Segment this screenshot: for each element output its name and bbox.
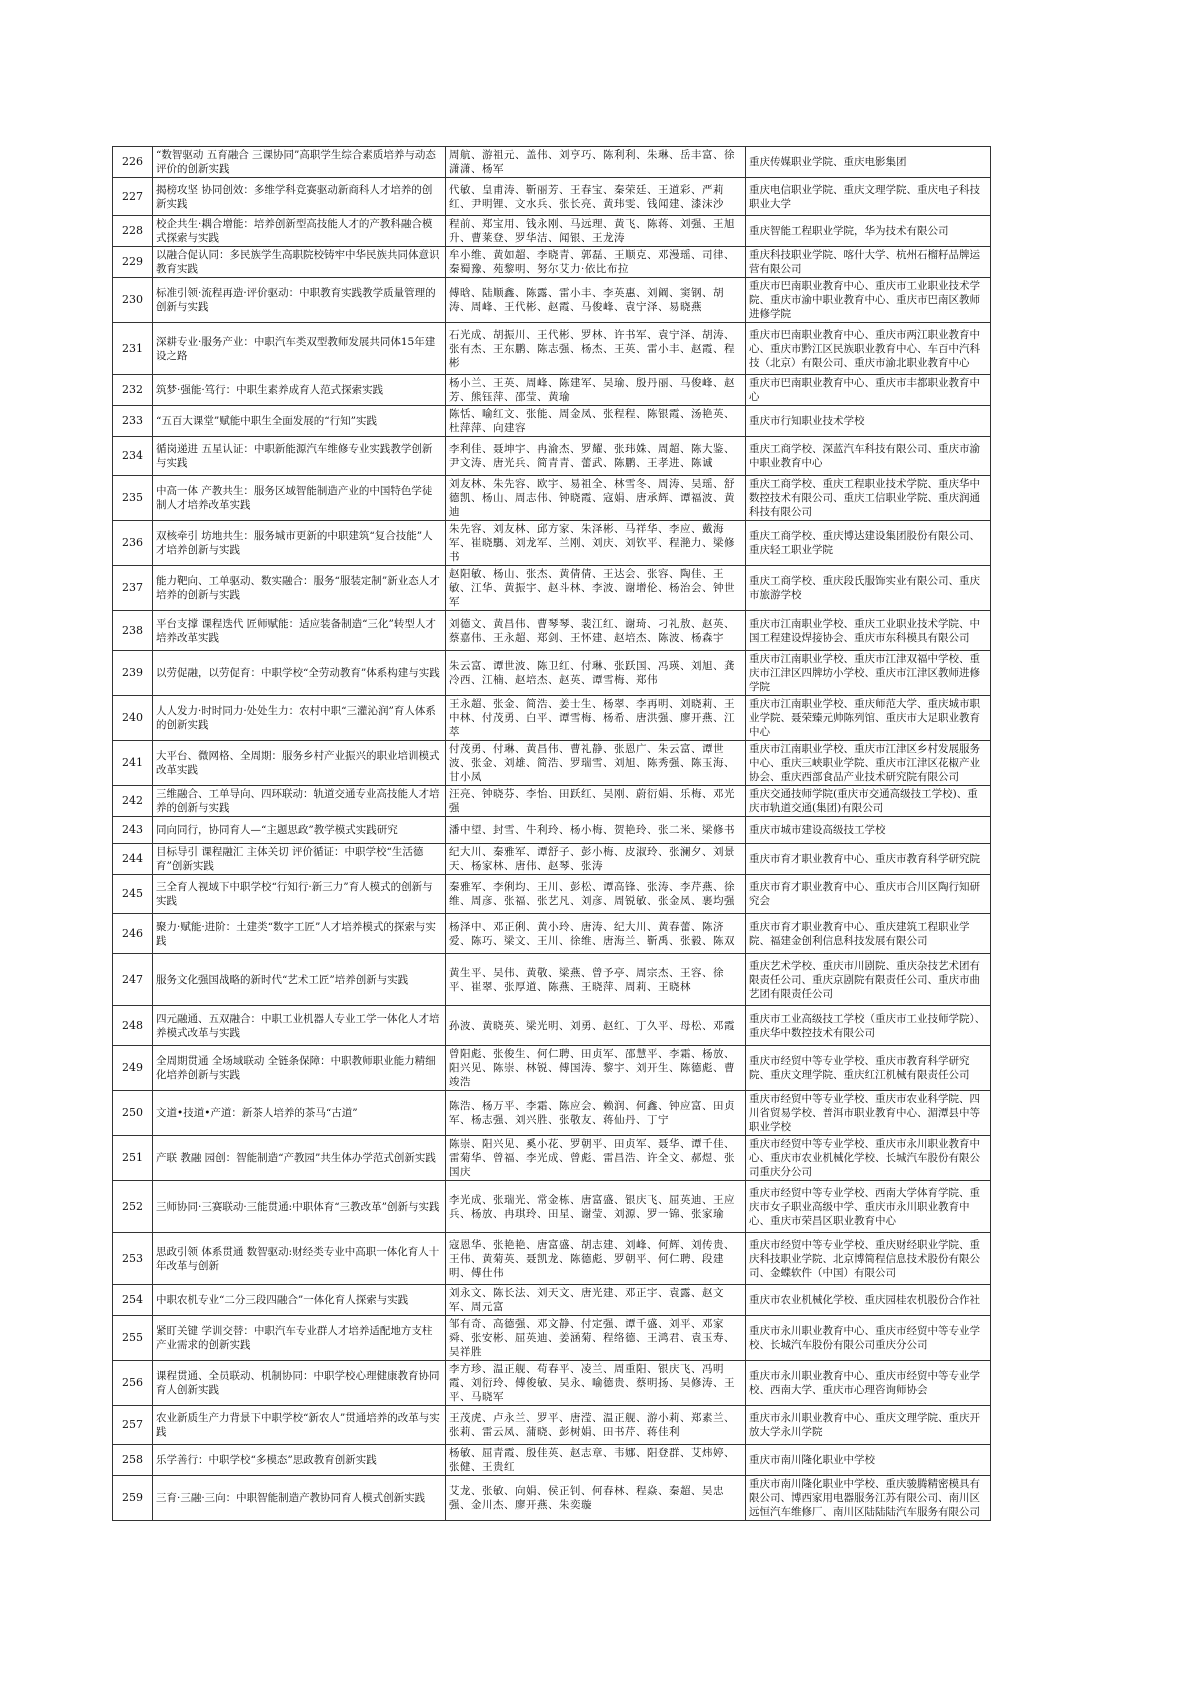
- row-number: 244: [113, 844, 153, 875]
- project-title: 平台支撑 课程迭代 匠师赋能：适应装备制造“三化”转型人才培养改革实践: [153, 611, 446, 651]
- project-title: 三师协同·三赛联动·三能贯通:中职体育“三教改革”创新与实践: [153, 1181, 446, 1233]
- table-row: [113, 1316, 991, 1361]
- row-number: 238: [113, 611, 153, 651]
- table-row: [113, 406, 991, 437]
- table-row: [113, 521, 991, 566]
- row-number: 259: [113, 1476, 153, 1521]
- project-title: 以劳促融，以劳促育：中职学校“全劳动教育”体系构建与实践: [153, 651, 446, 696]
- participating-units: 重庆市工业高级技工学校（重庆市工业技师学院）、重庆华中数控技术有限公司: [746, 1006, 991, 1046]
- row-number: 252: [113, 1181, 153, 1233]
- project-title: 标准引领·流程再造·评价驱动：中职教育实践教学质量管理的创新与实践: [153, 278, 446, 323]
- row-number: 255: [113, 1316, 153, 1361]
- project-title: 紧盯关键 学训交替：中职汽车专业群人才培养适配地方支柱产业需求的创新实践: [153, 1316, 446, 1361]
- member-names: 牟小维、黄如超、李晓青、郭磊、王顺克、邓漫瑶、司律、秦蜀豫、苑黎明、努尔艾力·依比布拉: [446, 247, 746, 278]
- participating-units: 重庆市行知职业技术学校: [746, 406, 991, 437]
- project-title: 深耕专业·服务产业：中职汽车类双型教师发展共同体15年建设之路: [153, 323, 446, 375]
- project-title: 三育·三融·三向：中职智能制造产教协同育人模式创新实践: [153, 1476, 446, 1521]
- participating-units: 重庆市育才职业教育中心、重庆建筑工程职业学院、福建金创利信息科技发展有限公司: [746, 914, 991, 954]
- project-title: 全周期贯通 全场域联动 全链条保障：中职教师职业能力精细化培养创新与实践: [153, 1046, 446, 1091]
- member-names: 刘友林、朱先容、欧宇、易祖全、林雪冬、周涛、吴瑶、舒德凯、杨山、周志伟、钟晓霞、寇娟、唐承辉、谭福波、黄迪: [446, 476, 746, 521]
- participating-units: 重庆市永川职业教育中心、重庆市经贸中等专业学校、长城汽车股份有限公司重庆分公司: [746, 1316, 991, 1361]
- row-number: 253: [113, 1233, 153, 1285]
- row-number: 233: [113, 406, 153, 437]
- participating-units: 重庆市南川隆化职业中学校: [746, 1445, 991, 1476]
- participating-units: 重庆工商学校、深蓝汽车科技有限公司、重庆市渝中职业教育中心: [746, 437, 991, 476]
- participating-units: 重庆市经贸中等专业学校、重庆市教育科学研究院、重庆文理学院、重庆红江机械有限责任公司: [746, 1046, 991, 1091]
- table-row: [113, 696, 991, 741]
- table-row: [113, 147, 991, 178]
- project-title: 乐学善行：中职学校“多模态”思政教育创新实践: [153, 1445, 446, 1476]
- member-names: 艾龙、张敏、向娟、侯正钊、何春林、程焱、秦超、吴忠强、金川杰、廖开燕、朱奕璇: [446, 1476, 746, 1521]
- project-title: 目标导引 课程融汇 主体关切 评价循证：中职学校“生活德育”创新实践: [153, 844, 446, 875]
- project-title: 文道•技道•产道：新茶人培养的茶马“古道”: [153, 1091, 446, 1136]
- table-row: [113, 1285, 991, 1316]
- project-title: 三全育人视域下中职学校“行知行·新三力”育人模式的创新与实践: [153, 875, 446, 914]
- row-number: 241: [113, 741, 153, 786]
- table-row: [113, 651, 991, 696]
- row-number: 257: [113, 1406, 153, 1445]
- member-names: 陈崇、阳兴见、奚小花、罗朝平、田贞军、聂华、谭千佳、雷菊华、曾福、李光成、曾彪、雷昌浩、许全文、郝煜、张国庆: [446, 1136, 746, 1181]
- project-title: 农业新质生产力背景下中职学校“新农人”贯通培养的改革与实践: [153, 1406, 446, 1445]
- table-row: [113, 437, 991, 476]
- row-number: 228: [113, 216, 153, 247]
- participating-units: 重庆工商学校、重庆工程职业技术学院、重庆华中数控技术有限公司、重庆工信职业学院、重庆润通科技有限公司: [746, 476, 991, 521]
- row-number: 239: [113, 651, 153, 696]
- row-number: 237: [113, 566, 153, 611]
- participating-units: 重庆市城市建设高级技工学校: [746, 817, 991, 844]
- member-names: 朱先容、刘友林、邱方家、朱泽彬、马祥华、李应、戴海军、崔晓騳、刘龙军、兰刚、刘庆、刘钦平、程滟力、梁修书: [446, 521, 746, 566]
- project-title: “五百大课堂”赋能中职生全面发展的“行知”实践: [153, 406, 446, 437]
- project-title: 思政引领 体系贯通 数智驱动:财经类专业中高职一体化育人十年改革与创新: [153, 1233, 446, 1285]
- table-row: [113, 741, 991, 786]
- participating-units: 重庆市巴南职业教育中心、重庆市工业职业技术学院、重庆市渝中职业教育中心、重庆市巴南区教师进修学院: [746, 278, 991, 323]
- table-row: [113, 1233, 991, 1285]
- participating-units: 重庆市经贸中等专业学校、重庆市农业科学院、四川省贸易学校、普洱市职业教育中心、湄潭县中等职业学校: [746, 1091, 991, 1136]
- participating-units: 重庆工商学校、重庆段氏服饰实业有限公司、重庆市旅游学校: [746, 566, 991, 611]
- table-row: [113, 1181, 991, 1233]
- member-names: 李利佳、聂坤宇、冉渝杰、罗耀、张玮姝、周超、陈大鉴、尹文涛、唐光兵、简青青、蕾武、陈鹏、王孝进、陈诚: [446, 437, 746, 476]
- table-row: [113, 278, 991, 323]
- participating-units: 重庆交通技师学院(重庆市交通高级技工学校)、重庆市轨道交通(集团)有限公司: [746, 786, 991, 817]
- participating-units: 重庆市经贸中等专业学校、重庆市永川职业教育中心、重庆市农业机械化学校、长城汽车股份有限公司重庆分公司: [746, 1136, 991, 1181]
- project-title: 能力靶向、工单驱动、数实融合：服务“服装定制”新业态人才培养的创新与实践: [153, 566, 446, 611]
- member-names: 代敏、皇甫涛、靳丽芳、王春宝、秦荣廷、王道彩、严莉红、尹明锂、文水兵、张长亮、黄玮雯、钱闻建、漆沫沙: [446, 178, 746, 216]
- project-title: 双核牵引 坊地共生：服务城市更新的中职建筑“复合技能”人才培养创新与实践: [153, 521, 446, 566]
- table-body: [113, 147, 991, 1521]
- member-names: 杨泽中、邓正俐、黄小玲、唐涛、纪大川、黄春蕾、陈济爱、陈巧、梁文、王川、徐维、唐海兰、靳禹、张毅、陈双: [446, 914, 746, 954]
- project-title: “数智驱动 五育融合 三课协同”高职学生综合素质培养与动态评价的创新实践: [153, 147, 446, 178]
- member-names: 纪大川、秦雅军、谭舒子、彭小梅、皮淑玲、张澜夕、刘景天、杨家林、唐伟、赵琴、张涛: [446, 844, 746, 875]
- member-names: 陈恬、喻红文、张能、周金凤、张程程、陈银霞、汤艳英、杜萍萍、向建容: [446, 406, 746, 437]
- project-title: 课程贯通、全员联动、机制协同：中职学校心理健康教育协同育人创新实践: [153, 1361, 446, 1406]
- row-number: 250: [113, 1091, 153, 1136]
- project-title: 人人发力·时时同力·处处生力：农村中职“三灌沁润”育人体系的创新实践: [153, 696, 446, 741]
- participating-units: 重庆电信职业学院、重庆文理学院、重庆电子科技职业大学: [746, 178, 991, 216]
- project-list-table: [112, 146, 991, 1521]
- member-names: 赵阳敏、杨山、张杰、黄倩倩、王达会、张容、陶佳、王敏、江华、黄振宇、赵斗林、李波、谢增伦、杨治会、钟世军: [446, 566, 746, 611]
- project-title: 产联 教融 园创：智能制造“产教园”共生体办学范式创新实践: [153, 1136, 446, 1181]
- project-title: 以融合促认同：多民族学生高职院校铸牢中华民族共同体意识教育实践: [153, 247, 446, 278]
- member-names: 周航、游祖元、盖伟、刘亨巧、陈利利、朱琳、岳丰富、徐潇潇、杨军: [446, 147, 746, 178]
- row-number: 243: [113, 817, 153, 844]
- row-number: 247: [113, 954, 153, 1006]
- member-names: 杨小兰、王英、周峰、陈建军、吴瑜、殷丹丽、马俊峰、赵芳、熊钰萍、邵莹、黄瑜: [446, 375, 746, 406]
- table-row: [113, 1361, 991, 1406]
- participating-units: 重庆市巴南职业教育中心、重庆市丰都职业教育中心: [746, 375, 991, 406]
- member-names: 李光成、张瑞光、常金栋、唐富盛、银庆飞、屈英迪、王应兵、杨放、冉琪玲、田星、谢莹、刘源、罗一锦、张家瑜: [446, 1181, 746, 1233]
- table-row: [113, 914, 991, 954]
- row-number: 249: [113, 1046, 153, 1091]
- member-names: 曾阳彪、张俊生、何仁聘、田贞军、邵慧平、李霜、杨放、阳兴见、陈崇、林锐、傅国涛、黎宇、刘开生、陈德彪、曹竣浩: [446, 1046, 746, 1091]
- table-row: [113, 216, 991, 247]
- member-names: 刘德文、黄昌伟、曹琴琴、裴江红、谢琦、刁礼敖、赵英、蔡嘉伟、王永超、郑剑、王怀建、赵培杰、陈波、杨森宇: [446, 611, 746, 651]
- participating-units: 重庆市江南职业学校、重庆市江津区乡村发展服务中心、重庆三峡职业学院、重庆市江津区花椒产业协会、重庆西部食品产业技术研究院有限公司: [746, 741, 991, 786]
- row-number: 254: [113, 1285, 153, 1316]
- row-number: 242: [113, 786, 153, 817]
- table-row: [113, 844, 991, 875]
- participating-units: 重庆市育才职业教育中心、重庆市合川区陶行知研究会: [746, 875, 991, 914]
- member-names: 朱云富、谭世波、陈卫红、付琳、张跃国、冯瑛、刘旭、龚冷西、江楠、赵培杰、赵英、谭雪梅、郑伟: [446, 651, 746, 696]
- table-row: [113, 1006, 991, 1046]
- project-title: 中职农机专业“二分三段四融合”一体化育人探索与实践: [153, 1285, 446, 1316]
- project-title: 四元融通、五双融合：中职工业机器人专业工学一体化人才培养模式改革与实践: [153, 1006, 446, 1046]
- participating-units: 重庆传媒职业学院、重庆电影集团: [746, 147, 991, 178]
- table-row: [113, 178, 991, 216]
- row-number: 245: [113, 875, 153, 914]
- row-number: 230: [113, 278, 153, 323]
- table-row: [113, 1136, 991, 1181]
- member-names: 程前、郑宝用、钱永刚、马远理、黄飞、陈蒋、刘强、王旭升、曹莱登、罗华洁、闻银、王龙涛: [446, 216, 746, 247]
- project-title: 大平台、微网格、全周期：服务乡村产业振兴的职业培训模式改革实践: [153, 741, 446, 786]
- row-number: 251: [113, 1136, 153, 1181]
- table-row: [113, 1445, 991, 1476]
- participating-units: 重庆市农业机械化学校、重庆园桂农机股份合作社: [746, 1285, 991, 1316]
- member-names: 傅晗、陆顺鑫、陈露、雷小丰、李英惠、刘阚、窦钢、胡涛、周峰、王代彬、赵霞、马俊峰、袁宁泽、易晓燕: [446, 278, 746, 323]
- table-row: [113, 1406, 991, 1445]
- participating-units: 重庆智能工程职业学院，华为技术有限公司: [746, 216, 991, 247]
- table-row: [113, 817, 991, 844]
- row-number: 258: [113, 1445, 153, 1476]
- row-number: 248: [113, 1006, 153, 1046]
- participating-units: 重庆科技职业学院、喀什大学、杭州石榴籽品牌运营有限公司: [746, 247, 991, 278]
- project-title: 筑梦·强能·笃行：中职生素养成育人范式探索实践: [153, 375, 446, 406]
- member-names: 邹有奇、高德强、邓文静、付定强、谭千盛、刘平、邓家舜、张安彬、屈英迪、姜涵菊、程络德、王鸿君、袁玉寿、吴祥胜: [446, 1316, 746, 1361]
- table-row: [113, 476, 991, 521]
- table-row: [113, 1476, 991, 1521]
- participating-units: 重庆市永川职业教育中心、重庆文理学院、重庆开放大学永川学院: [746, 1406, 991, 1445]
- row-number: 229: [113, 247, 153, 278]
- table-row: [113, 1046, 991, 1091]
- participating-units: 重庆市经贸中等专业学校、西南大学体育学院、重庆市女子职业高级中学、重庆市永川职业教育中心、重庆市荣昌区职业教育中心: [746, 1181, 991, 1233]
- table-row: [113, 375, 991, 406]
- member-names: 王永超、张金、简浩、姜士生、杨翠、李再明、刘晓莉、王中林、付茂勇、白平、谭雪梅、杨希、唐洪强、廖开燕、江萃: [446, 696, 746, 741]
- project-title: 循岗递进 五星认证：中职新能源汽车维修专业实践教学创新与实践: [153, 437, 446, 476]
- participating-units: 重庆市江南职业学校、重庆工业职业技术学院、中国工程建设焊接协会、重庆市东科模具有限公司: [746, 611, 991, 651]
- participating-units: 重庆市巴南职业教育中心、重庆市两江职业教育中心、重庆市黔江区民族职业教育中心、车百中汽科技（北京）有限公司、重庆市渝北职业教育中心: [746, 323, 991, 375]
- project-title: 服务文化强国战略的新时代“艺术工匠”培养创新与实践: [153, 954, 446, 1006]
- member-names: 寇恩华、张艳艳、唐富盛、胡志建、刘峰、何辉、刘传贵、王伟、黄菊英、聂凯龙、陈德彪、罗朝平、何仁聘、段建明、傅仕伟: [446, 1233, 746, 1285]
- row-number: 235: [113, 476, 153, 521]
- member-names: 李方珍、温正舰、苟春平、凌兰、周重阳、银庆飞、冯明霞、刘衍玲、傅俊敏、吴永、喻德贵、蔡明扬、吴修涛、王平、马晓军: [446, 1361, 746, 1406]
- member-names: 秦雅军、李俐均、王川、彭松、谭高锋、张涛、李芹燕、徐维、周彦、张福、张艺凡、刘彦、周锐敏、张金凤、裹均强: [446, 875, 746, 914]
- row-number: 227: [113, 178, 153, 216]
- row-number: 240: [113, 696, 153, 741]
- member-names: 刘永文、陈长法、刘天文、唐光建、邓正宇、袁露、赵文军、周元富: [446, 1285, 746, 1316]
- project-title: 揭榜攻坚 协同创效：多维学科竞赛驱动新商科人才培养的创新实践: [153, 178, 446, 216]
- table-row: [113, 1091, 991, 1136]
- table-row: [113, 954, 991, 1006]
- table-row: [113, 247, 991, 278]
- project-title: 聚力·赋能·进阶：土建类“数字工匠”人才培养模式的探索与实践: [153, 914, 446, 954]
- table-row: [113, 611, 991, 651]
- member-names: 孙波、黄晓英、梁光明、刘勇、赵红、丁久平、母松、邓霞: [446, 1006, 746, 1046]
- table-row: [113, 566, 991, 611]
- participating-units: 重庆工商学校、重庆博达建设集团股份有限公司、重庆轻工职业学院: [746, 521, 991, 566]
- participating-units: 重庆市江南职业学校、重庆市江津双福中学校、重庆市江津区四牌坊小学校、重庆市江津区教师进修学院: [746, 651, 991, 696]
- participating-units: 重庆市经贸中等专业学校、重庆财经职业学院、重庆科技职业学院、北京博简程信息技术股份有限公司、金蝶软件（中国）有限公司: [746, 1233, 991, 1285]
- participating-units: 重庆市江南职业学校、重庆师范大学、重庆城市职业学院、聂荣臻元帅陈列馆、重庆市大足职业教育中心: [746, 696, 991, 741]
- member-names: 潘中望、封雪、牛利玲、杨小梅、贺艳玲、张二米、梁修书: [446, 817, 746, 844]
- participating-units: 重庆市南川隆化职业中学校、重庆骏腾精密模具有限公司、博西家用电器服务江苏有限公司、南川区远恒汽车维修厂、南川区陆陆陆汽车服务有限公司: [746, 1476, 991, 1521]
- participating-units: 重庆艺术学校、重庆市川剧院、重庆杂技艺术团有限责任公司、重庆京剧院有限责任公司、重庆市曲艺团有限责任公司: [746, 954, 991, 1006]
- row-number: 236: [113, 521, 153, 566]
- member-names: 付茂勇、付琳、黄昌伟、曹礼静、张恩广、朱云富、谭世波、张金、刘雄、简浩、罗瑞雪、刘旭、陈秀强、陈玉海、甘小凤: [446, 741, 746, 786]
- row-number: 234: [113, 437, 153, 476]
- project-title: 中高一体 产教共生：服务区域智能制造产业的中国特色学徒制人才培养改革实践: [153, 476, 446, 521]
- row-number: 256: [113, 1361, 153, 1406]
- member-names: 王茂虎、卢永兰、罗平、唐滢、温正舰、游小莉、郑素兰、张莉、雷云凤、蒲晓、彭树娟、田书芹、蒋佳利: [446, 1406, 746, 1445]
- row-number: 232: [113, 375, 153, 406]
- member-names: 汪亮、钟晓芬、李怡、田跃红、吴刚、蔚衍娟、乐梅、邓光强: [446, 786, 746, 817]
- table-row: [113, 875, 991, 914]
- row-number: 226: [113, 147, 153, 178]
- participating-units: 重庆市永川职业教育中心、重庆市经贸中等专业学校、西南大学、重庆市心理咨询师协会: [746, 1361, 991, 1406]
- member-names: 黄生平、吴伟、黄敬、梁燕、曾予亭、周宗杰、王容、徐平、崔翠、张厚道、陈燕、王晓萍、周莉、王晓林: [446, 954, 746, 1006]
- table-row: [113, 786, 991, 817]
- project-title: 三维融合、工单导向、四环联动：轨道交通专业高技能人才培养的创新与实践: [153, 786, 446, 817]
- member-names: 陈浩、杨万平、李霜、陈应会、赖润、何鑫、钟应富、田贞军、杨志强、刘兴胜、张敬友、蒋仙丹、丁宁: [446, 1091, 746, 1136]
- row-number: 231: [113, 323, 153, 375]
- participating-units: 重庆市育才职业教育中心、重庆市教育科学研究院: [746, 844, 991, 875]
- row-number: 246: [113, 914, 153, 954]
- table-row: [113, 323, 991, 375]
- project-title: 校企共生·耦合增能：培养创新型高技能人才的产教科融合模式探索与实践: [153, 216, 446, 247]
- member-names: 石光成、胡振川、王代彬、罗林、许书军、袁宁泽、胡涛、张有杰、王东鹏、陈志强、杨杰、王英、雷小丰、赵霞、程彬: [446, 323, 746, 375]
- member-names: 杨敏、屈青霞、殷佳英、赵志章、韦娜、阳登群、艾炜婷、张健、王贵红: [446, 1445, 746, 1476]
- project-title: 同向同行，协同育人—“主题思政”教学模式实践研究: [153, 817, 446, 844]
